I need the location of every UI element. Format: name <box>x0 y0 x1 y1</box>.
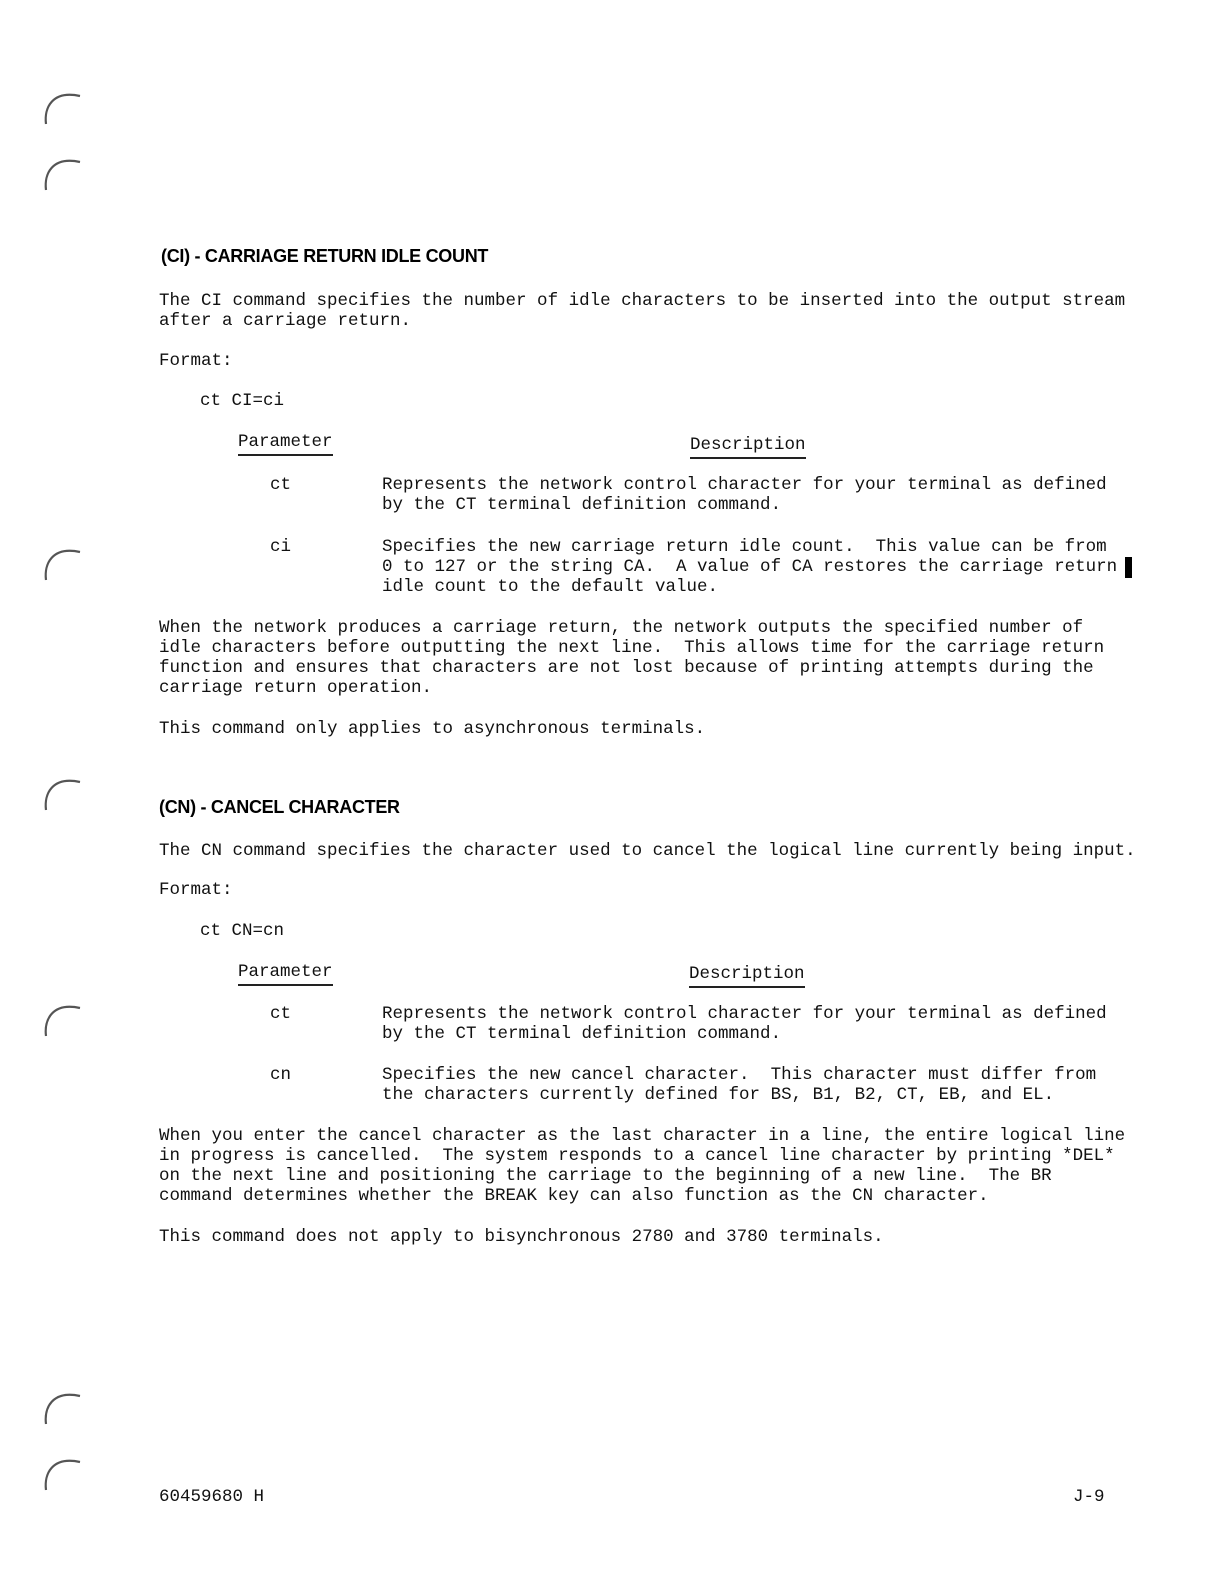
column-header-description: Description <box>689 964 805 988</box>
column-header-parameter: Parameter <box>238 432 333 456</box>
format-syntax: ct CI=ci <box>200 391 285 411</box>
section-note: This command does not apply to bisynchronous 2780 and 3780 terminals. <box>159 1227 884 1247</box>
column-header-parameter: Parameter <box>238 962 333 986</box>
section-heading-cn: (CN) - CANCEL CHARACTER <box>159 797 400 817</box>
punch-hole-icon <box>40 1450 84 1494</box>
format-syntax: ct CN=cn <box>200 921 285 941</box>
revision-change-bar <box>1125 557 1132 578</box>
punch-hole-icon <box>40 996 84 1040</box>
footer-page-number: J-9 <box>1073 1487 1105 1507</box>
parameter-description: Represents the network control character for your terminal as defined by the CT terminal definition command. <box>382 1004 1107 1044</box>
punch-hole-icon <box>40 540 84 584</box>
section-body: When you enter the cancel character as the last character in a line, the entire logical line in progress is cancelled. The system responds to a cancel line character by printing *DEL* on the next line and positioning the carriage to the beginning of a new line. The BR command determines whether the BREAK key can also function as the CN character. <box>159 1126 1126 1206</box>
format-label: Format: <box>159 351 233 371</box>
punch-hole-icon <box>40 1384 84 1428</box>
parameter-description: Specifies the new cancel character. This character must differ from the characters currently defined for BS, B1, B2, CT, EB, and EL. <box>382 1065 1097 1105</box>
parameter-name: cn <box>270 1065 292 1085</box>
parameter-name: ct <box>270 475 292 495</box>
section-note: This command only applies to asynchronous terminals. <box>159 719 706 739</box>
parameter-name: ct <box>270 1004 292 1024</box>
section-body: When the network produces a carriage return, the network outputs the specified number of idle characters before outputting the next line. This allows time for the carriage return function and ensures that characters are not lost because of printing attempts during the carriage return operation. <box>159 618 1105 698</box>
punch-hole-icon <box>40 770 84 814</box>
format-label: Format: <box>159 880 233 900</box>
column-header-description: Description <box>690 435 806 459</box>
parameter-description: Specifies the new carriage return idle count. This value can be from 0 to 127 or the string CA. A value of CA restores the carriage return idle count to the default value. <box>382 537 1118 597</box>
section-intro: The CN command specifies the character used to cancel the logical line currently being input. <box>159 841 1136 861</box>
parameter-name: ci <box>270 537 292 557</box>
parameter-description: Represents the network control character for your terminal as defined by the CT terminal definition command. <box>382 475 1107 515</box>
footer-doc-number: 60459680 H <box>159 1487 265 1507</box>
section-heading-ci: (CI) - CARRIAGE RETURN IDLE COUNT <box>161 246 489 266</box>
section-intro: The CI command specifies the number of idle characters to be inserted into the output stream after a carriage return. <box>159 291 1126 331</box>
punch-hole-icon <box>40 84 84 128</box>
punch-hole-icon <box>40 150 84 194</box>
